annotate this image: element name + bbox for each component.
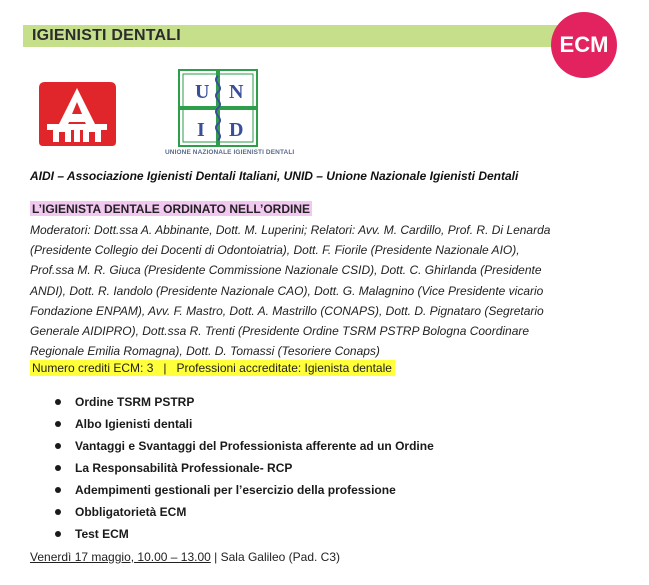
participants-text — [30, 220, 615, 361]
aidi-logo — [35, 80, 120, 148]
bullet-icon — [55, 531, 61, 537]
topics-list — [48, 391, 434, 545]
bullet-icon — [55, 443, 61, 449]
topic-label: Adempimenti gestionali per l’esercizio della professione — [75, 483, 396, 497]
schedule-date: Venerdì 17 maggio, 10.00 – 13.00 — [30, 550, 211, 564]
unid-caption: UNIONE NAZIONALE IGIENISTI DENTALI — [165, 149, 295, 156]
participants-line: Moderatori: Dott.ssa A. Abbinante, Dott. M. Luperini; Relatori: Avv. M. Cardillo, Prof. R. Di Lenarda — [30, 223, 551, 237]
section-title: IGIENISTI DENTALI — [32, 27, 181, 44]
topic-label: Vantaggi e Svantaggi del Professionista afferente ad un Ordine — [75, 439, 434, 453]
unid-logo — [165, 68, 285, 162]
list-item — [48, 413, 434, 435]
participants-line: Prof.ssa M. R. Giuca (Presidente Commissione Nazionale CSID), Dott. C. Ghirlanda (Presidente — [30, 263, 542, 278]
topic-label: Albo Igienisti dentali — [75, 417, 193, 431]
topic-label: Obbligatorietà ECM — [75, 505, 187, 519]
participants-line: Fondazione ENPAM), Avv. F. Mastro, Dott. A. Mastrillo (CONAPS), Dott. D. Pignataro (Segretario — [30, 303, 544, 318]
unid-letter-n: N — [229, 81, 244, 103]
bullet-icon — [55, 465, 61, 471]
list-item — [48, 501, 434, 523]
session-title: L’IGIENISTA DENTALE ORDINATO NELL’ORDINE — [32, 202, 311, 216]
topic-label: La Responsabilità Professionale- RCP — [75, 461, 293, 475]
organizations-line: AIDI – Associazione Igienisti Dentali Italiani, UNID – Unione Nazionale Igienisti Dentali — [30, 169, 519, 183]
bullet-icon — [55, 399, 61, 405]
participants-line: Regionale Emilia Romagna), Dott. D. Tomassi (Tesoriere Conaps) — [30, 344, 380, 359]
participants-line: Generale AIDIPRO), Dott.ssa R. Trenti (Presidente Ordine TSRM PSTRP Bologna Coordinare — [30, 324, 530, 339]
participants-line: (Presidente Collegio dei Docenti di Odontoiatria), Dott. F. Fiorile (Presidente Nazionale AIO), — [30, 243, 520, 258]
bullet-icon — [55, 487, 61, 493]
list-item — [48, 457, 434, 479]
unid-letter-u: U — [195, 81, 210, 103]
unid-letter-d: D — [229, 119, 244, 141]
schedule-separator: | — [210, 550, 221, 564]
bullet-icon — [55, 509, 61, 515]
ecm-badge: ECM — [551, 12, 617, 78]
unid-letter-i: I — [197, 119, 205, 141]
participants-line: ANDI), Dott. R. Iandolo (Presidente Nazionale CAO), Dott. G. Malagnino (Vice Presidente vicario — [30, 283, 544, 298]
list-item — [48, 391, 434, 413]
topic-label: Test ECM — [75, 527, 129, 541]
schedule-location: Sala Galileo (Pad. C3) — [220, 550, 340, 564]
schedule-line — [30, 550, 340, 564]
list-item — [48, 435, 434, 457]
list-item — [48, 523, 434, 545]
list-item — [48, 479, 434, 501]
topic-label: Ordine TSRM PSTRP — [75, 395, 195, 409]
credits-line: Numero crediti ECM: 3 | Professioni accreditate: Igienista dentale — [30, 360, 395, 376]
bullet-icon — [55, 421, 61, 427]
